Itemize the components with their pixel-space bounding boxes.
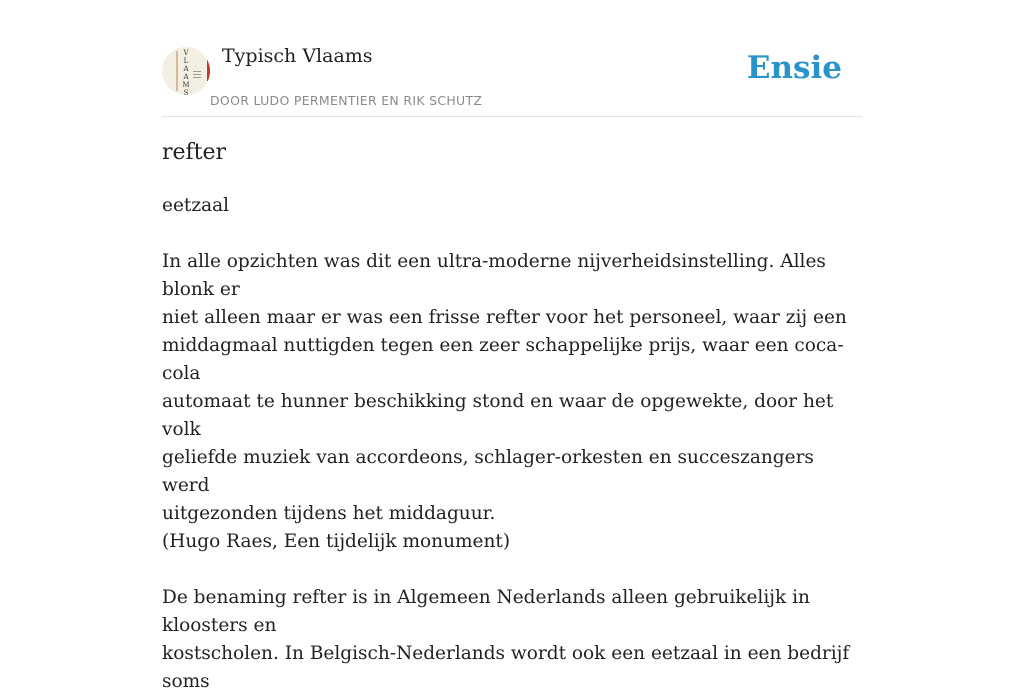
quote-line: niet alleen maar er was een frisse refter voor het personeel, waar zij een	[162, 307, 847, 328]
book-cover-thumbnail[interactable]	[162, 47, 210, 95]
ensie-logo-link[interactable]: Ensie	[746, 50, 842, 86]
page-container	[162, 0, 862, 692]
entry-definition: eetzaal	[162, 195, 230, 216]
quote-line: geliefde muziek van accordeons, schlager-orkesten en succeszangers werd	[162, 447, 814, 496]
note-line: De benaming refter is in Algemeen Nederlands alleen gebruikelijk in kloosters en	[162, 587, 810, 636]
book-authors: DOOR LUDO PERMENTIER EN RIK SCHUTZ	[210, 93, 483, 108]
quote-source: (Hugo Raes, Een tijdelijk monument)	[162, 531, 511, 552]
quote-line: middagmaal nuttigden tegen een zeer schappelijke prijs, waar een coca-cola	[162, 335, 844, 384]
quote-line: automaat te hunner beschikking stond en waar de opgewekte, door het volk	[162, 391, 834, 440]
cover-text-lines	[193, 71, 201, 80]
entry-body	[162, 192, 862, 696]
note-line: kostscholen. In Belgisch-Nederlands wordt ook een eetzaal in een bedrijf soms	[162, 643, 850, 692]
quote-line: In alle opzichten was dit een ultra-moderne nijverheidsinstelling. Alles blonk er	[162, 251, 826, 300]
book-header	[162, 0, 862, 117]
cover-spine	[176, 51, 178, 91]
cover-lettering: V L A A M S	[182, 49, 190, 95]
quote-line: uitgezonden tijdens het middaguur.	[162, 503, 496, 524]
entry-headword: refter	[162, 140, 227, 165]
book-title-link[interactable]: Typisch Vlaams	[222, 45, 373, 67]
cover-red-strip	[207, 57, 210, 81]
